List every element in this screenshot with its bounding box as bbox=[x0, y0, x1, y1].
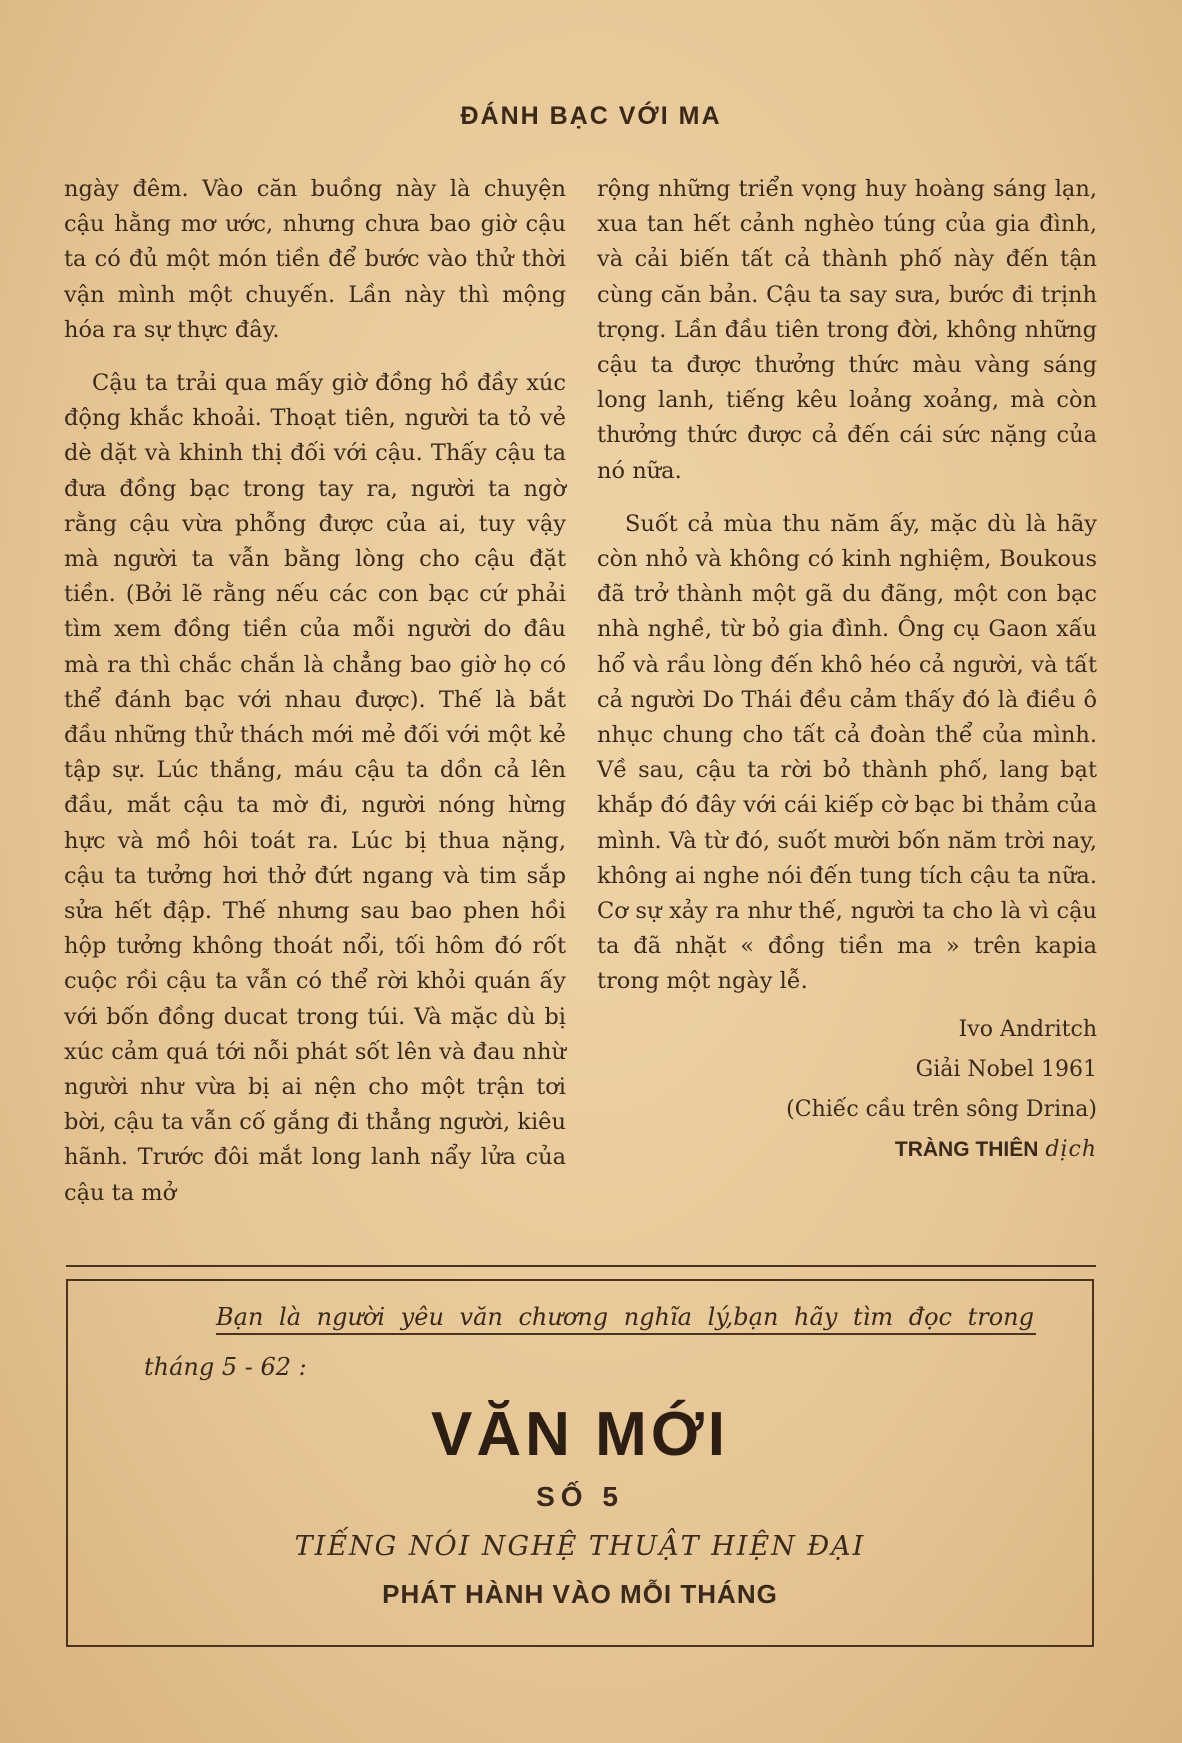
attribution-block bbox=[597, 1010, 1097, 1170]
translator-role: dịch bbox=[1045, 1136, 1097, 1162]
source-work: (Chiếc cầu trên sông Drina) bbox=[786, 1096, 1097, 1122]
ad-issue-number: SỐ 5 bbox=[536, 1481, 624, 1512]
magazine-advertisement bbox=[66, 1279, 1094, 1647]
author-name: Ivo Andritch bbox=[958, 1016, 1097, 1042]
left-paragraph-1: ngày đêm. Vào căn buồng này là chuyện cậu hằng mơ ước, nhưng chưa bao giờ cậu ta có đủ một món tiền để bước vào thử thời vận mình một chuyến. Lần này thì mộng hóa ra sự thực đây. bbox=[64, 176, 566, 343]
left-text-column bbox=[64, 172, 566, 1211]
section-divider bbox=[66, 1265, 1096, 1267]
ad-issue-date: tháng 5 - 62 : bbox=[144, 1353, 307, 1381]
ad-frequency: PHÁT HÀNH VÀO MỖI THÁNG bbox=[382, 1579, 778, 1609]
translator-name: TRÀNG THIÊN bbox=[894, 1137, 1039, 1161]
right-text-column bbox=[597, 172, 1097, 1170]
author-award: Giải Nobel 1961 bbox=[915, 1056, 1097, 1082]
left-paragraph-2: Cậu ta trải qua mấy giờ đồng hồ đầy xúc động khắc khoải. Thoạt tiên, người ta tỏ vẻ dè dặt và khinh thị đối với cậu. Thấy cậu ta đưa đồng bạc trong tay ra, người ta ngờ rằng cậu vừa phỗng được của ai, tuy vậy mà người ta vẫn bằng lòng cho cậu đặt tiền. (Bởi lẽ rằng nếu các con bạc cứ phải tìm xem đồng tiền của mỗi người do đâu mà ra thì chắc chắn là chẳng bao giờ họ có thể đánh bạc với nhau được). Thế là bắt đầu những thử thách mới mẻ đối với một kẻ tập sự. Lúc thắng, máu cậu ta dồn cả lên đầu, mắt cậu ta mờ đi, người nóng hừng hực và mồ hôi toát ra. Lúc bị thua nặng, cậu ta tưởng hơi thở đứt ngang và tim sắp sửa hết đập. Thế nhưng sau bao phen hồi hộp tưởng không thoát nổi, tối hôm đó rốt cuộc rồi cậu ta vẫn có thể rời khỏi quán ấy với bốn đồng ducat trong túi. Và mặc dù bị xúc cảm quá tới nỗi phát sốt lên và đau nhừ người như vừa bị ai nện cho một trận tơi bời, cậu ta vẫn cố gắng đi thẳng người, kiêu hãnh. Trước đôi mắt long lanh nẩy lửa của cậu ta mở bbox=[64, 370, 566, 1206]
translator-credit bbox=[597, 1130, 1097, 1170]
ad-tagline: TIẾNG NÓI NGHỆ THUẬT HIỆN ĐẠI bbox=[294, 1531, 866, 1562]
page-header-title: ĐÁNH BẠC VỚI MA bbox=[460, 102, 722, 130]
ad-magazine-title: VĂN MỚI bbox=[431, 1400, 729, 1469]
ad-intro-text: Bạn là người yêu văn chương nghĩa lý,bạn hãy tìm đọc trong bbox=[216, 1303, 1036, 1335]
right-paragraph-1: rộng những triển vọng huy hoàng sáng lạn, xua tan hết cảnh nghèo túng của gia đình, và cải biến tất cả thành phố này đến tận cùng căn bản. Cậu ta say sưa, bước đi trịnh trọng. Lần đầu tiên trong đời, không những cậu ta được thưởng thức màu vàng sáng long lanh, tiếng kêu loảng xoảng, mà còn thưởng thức được cả đến cái sức nặng của nó nữa. bbox=[597, 176, 1097, 484]
right-paragraph-2: Suốt cả mùa thu năm ấy, mặc dù là hãy còn nhỏ và không có kinh nghiệm, Boukous đã trở thành một gã du đãng, một con bạc nhà nghề, từ bỏ gia đình. Ông cụ Gaon xấu hổ và rầu lòng đến khô héo cả người, và tất cả người Do Thái đều cảm thấy đó là điều ô nhục chung cho tất cả đoàn thể của mình. Về sau, cậu ta rời bỏ thành phố, lang bạt khắp đó đây với cái kiếp cờ bạc bi thảm của mình. Và từ đó, suốt mười bốn năm trời nay, không ai nghe nói đến tung tích cậu ta nữa. Cơ sự xảy ra như thế, người ta cho là vì cậu ta đã nhặt « đồng tiền ma » trên kapia trong một ngày lễ. bbox=[597, 510, 1097, 995]
